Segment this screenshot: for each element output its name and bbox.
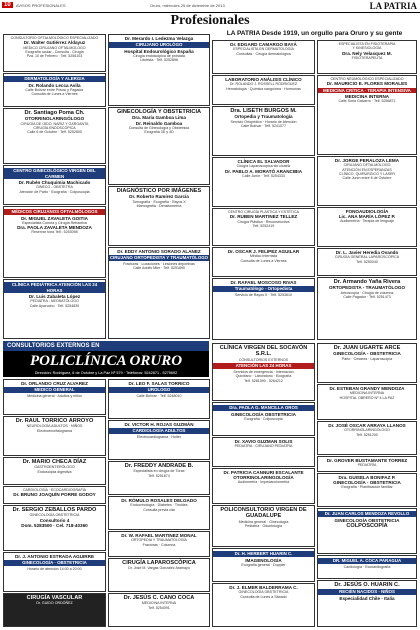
ad-line: Cardiología · Ecocardiografía: [343, 564, 391, 569]
ad-heading: Dr. EDDY ANTONIO SORADO ALANEZ: [117, 249, 201, 254]
ad-line: Servicios de emergencia · Internación: [233, 369, 294, 374]
ad-line: Calle Soria Galvarro · Telf. 5256871: [338, 99, 396, 104]
ad-rojas: [108, 420, 210, 460]
ad-line: CIRUJANO OFTALMÓLOGO: [343, 163, 391, 168]
ad-estrada: [3, 552, 106, 592]
ad-line: Mamografía · Densitometría: [136, 204, 182, 209]
ad-line: Telf. 5250040: [356, 259, 378, 264]
ad-line: Litotricia · Telf. 5252896: [139, 58, 179, 63]
ad-line: Médico Internista: [249, 254, 278, 259]
ad-line: Consulta de Lunes a Viernes: [31, 92, 78, 97]
ad-heading: Dr. RAUL TORRICO ARROYO: [15, 418, 94, 424]
ad-line: ATENCIÓN EN ESPERANZAS: [342, 167, 392, 172]
ad-line: Dr. ROLANDO J. ROSSELL RODRIGUEZ: [229, 82, 298, 87]
ad-line: Dom. 5283500 · Cel. 718-40360: [21, 523, 88, 529]
ad-line: Dr. GUIDO ORDÓÑEZ: [36, 601, 73, 606]
ad-line: IMAGENOLOGÍA: [245, 557, 282, 563]
ad-ugarte: [317, 343, 417, 383]
policlinica-address: Dirección: Rodríguez, 6 de Octubre y La Paz Nº 579 · Teléfonos: 5242871 - 5275692: [34, 371, 178, 375]
policlinica-title: POLICLÍNICA ORURO: [3, 351, 209, 377]
ad-line: Fracturas · Luxaciones · Lesiones deportivas: [123, 261, 195, 266]
ad-heading: Dr. ESTEBAN GRANDY MENDOZA: [329, 386, 405, 391]
ad-line: Telf. 5281590 - 5264212: [244, 378, 283, 383]
ad-heading: Dr. PATRICIA CANNURI ESCALANTE: [223, 470, 304, 475]
ad-heading: GINECOLOGÍA Y OBSTETRICIA: [116, 109, 202, 115]
ad-line: PEDIATRA · CIRUJANO PEDIATRA: [234, 444, 293, 449]
ad-line: CLÍNICO, QUIRÚRGICO Y LASER: [339, 172, 395, 177]
ad-line: Consulta de Ginecología y Obstetricia: [128, 125, 190, 130]
ad-yana: [317, 277, 417, 340]
issue-date: Oruro, miércoles 25 de diciembre de 2013: [150, 3, 225, 8]
ad-line: ESPECIALISTA EN DERMATOLOGÍA: [233, 47, 294, 52]
ad-line: MEDICINA INTERNA: [344, 94, 390, 100]
ad-heading: Dra. LISETH BURGOS M.: [230, 108, 297, 114]
page-title: Profesionales: [170, 13, 250, 28]
ad-line: ORTOPEDIA Y TRAUMATOLOGÍA: [131, 538, 187, 543]
ad-balderrama: [212, 583, 315, 627]
ad-line: PEDIATRÍA: [357, 463, 377, 468]
ad-line: Calle Bolívar · Telf. 5248010: [136, 393, 182, 398]
ad-imagenes: [108, 186, 210, 246]
ad-heading: Dr. RAFAEL MOSCOSO RIVAS: [230, 280, 297, 285]
ad-line: Dr. Reinaldo Gamboa: [135, 120, 183, 126]
ad-line: ORTOPEDISTA - TRAUMATÓLOGO: [328, 285, 406, 291]
ad-line: Especialista en cirugía de Tórax: [133, 469, 185, 474]
ad-line: Lic. ANA MARÍA LÓPEZ P.: [338, 214, 396, 220]
ad-line: OTORRINOLARINGÓLOGO: [24, 116, 85, 122]
ad-heading: Dr. LEO F. SALAS TORRICO: [128, 381, 190, 386]
ad-bonifaz: [317, 473, 417, 507]
ad-gutierrez: [3, 34, 106, 72]
ad-heading: MÉDICOS CIRUJANOS OFTALMÓLOGOS: [4, 209, 105, 215]
ad-heading: Dra. PAOLA G. MANCILLA OROS: [213, 405, 314, 411]
ad-line: ESPECIALISTA EN FISIOTERAPIA: [338, 42, 396, 46]
ad-line: Parto · Cesárea · Laparoscopía: [341, 356, 393, 361]
ad-fonoaudiologia: [317, 207, 417, 247]
ad-heading: Dr. L. Javier Heredia Ovando: [335, 250, 399, 255]
ad-line: OTORRINOLARINGOLOGÍA: [233, 475, 294, 481]
ad-line: Consultorio 4: [39, 517, 70, 523]
ad-line: Especialista Cornea y Cirugía Refractiva: [22, 220, 87, 225]
ad-line: Telf. 5251874: [148, 473, 170, 478]
ad-line: Ecografía general · Doppler: [241, 562, 286, 567]
ad-line: MEDICINA CRÍTICA · TERAPIA INTENSIVA: [318, 88, 416, 94]
ad-heading: Dr. FREDDY ANDRADE B.: [124, 463, 194, 469]
ad-heading: FONOAUDIOLOGÍA: [345, 209, 389, 214]
consultorios-band: CONSULTORIOS EXTERNOS EN: [3, 341, 209, 351]
ad-line: UROLOGO: [109, 387, 209, 393]
ad-line: Endoscopia digestiva: [37, 469, 72, 474]
ad-line: CIRUGÍA ENDOSCÓPICA: [33, 126, 76, 131]
ad-line: Dr. MIGUEL ZAVALETA GOITIA: [21, 215, 88, 221]
ad-burgos: [212, 106, 315, 156]
page-header: [0, 0, 420, 13]
ad-heading: Dr. Armando Yaña Rivera: [333, 279, 401, 285]
ad-martinez: [212, 208, 315, 246]
ad-line: Ecografía · Colposcopia: [244, 416, 283, 421]
ad-line: Calle Bolívar entre Potosí y Pagador: [25, 87, 84, 92]
ad-line: Electrocardiograma · Holter: [137, 434, 181, 439]
ad-heading: CLÍNICA EL SALVADOR: [237, 159, 290, 164]
ad-line: Ecografía 3D y 4D: [144, 130, 174, 135]
ad-cruz: [3, 379, 106, 415]
ad-heading: Dr. XAVIO GUZMAN SOLIS: [234, 439, 293, 444]
ad-line: Electroencefalograma: [37, 428, 72, 433]
ad-line: RECIÉN NACIDOS - NIÑOS: [318, 589, 416, 595]
clinic-hours: ATENCIÓN LAS 24 HORAS: [213, 363, 314, 369]
ad-line: Calle 6 de Octubre · Telf. 5252800: [27, 130, 82, 135]
ad-line: GASTROENTERÓLOGO: [34, 465, 75, 470]
ad-porre: [3, 486, 106, 504]
ad-line: OTORRINOLARINGÓLOGO: [344, 428, 390, 433]
ad-line: Dr. PABLO A. MORATÓ ARANCIBIA: [224, 168, 303, 174]
ad-heading: Dr. RUBEN MARTINEZ TELLEZ: [229, 214, 298, 220]
ad-line: Consulta de Lunes a Sábado: [240, 594, 287, 599]
ad-line: Ecografía · Planificación familiar: [341, 485, 393, 490]
ad-heading: Dr. EDGARD CAMARGO BAYÁ: [230, 42, 297, 47]
ad-camargo: [212, 40, 315, 74]
ad-heading: Dr. ORLANDO CRUZ ALVAREZ: [21, 381, 88, 386]
ad-line: CONSULTORIO OFTALMOLÓGICO ESPECIALIZADO: [10, 36, 99, 40]
ad-line: MEDICO GENERAL: [4, 387, 105, 393]
ad-heading: Dr. Santiago Poma Ch.: [24, 110, 85, 116]
ad-heading: Dra. Nely Velasquez M.: [342, 50, 392, 56]
ad-line: Pediatría · Odontología: [244, 524, 283, 529]
ad-line: Traumatólogo - Ortopedista: [213, 286, 314, 292]
ad-line: Consulta previa cita: [143, 507, 175, 512]
ad-heading: Dr. H. HERBERT HUARIN C.: [213, 551, 314, 557]
ad-heading: LABORATORIO ANÁLISIS CLÍNICO: [225, 77, 302, 82]
ad-line: CARDIOLOGÍA · ECOCARDIOGRAFÍA: [22, 488, 87, 492]
ad-clinica-socavon: [212, 343, 315, 401]
ad-line: Calle Pagador · Telf. 5251473: [343, 295, 391, 300]
ad-line: Hospital Endourológico España: [124, 48, 194, 54]
ad-poma: [3, 108, 106, 164]
ad-moscoso: [212, 278, 315, 340]
ad-bustamante: [317, 456, 417, 472]
ad-line: Reservar hora Telf.: 5253098: [31, 230, 78, 235]
ad-line: Servicio Ortopédico · Horario de Atención: [230, 119, 297, 124]
clinic-side: CONSULTORIOS EXTERNOS: [238, 357, 289, 362]
ad-heading: DIAGNÓSTICO POR IMÁGENES: [116, 188, 202, 194]
ad-line: Dr. Rubén Chuquimia Machicado: [18, 180, 91, 186]
ad-line: GINECOLOGÍA OBSTETRICIA: [29, 513, 80, 518]
ad-heredia: [317, 248, 417, 276]
ad-heading: DR. MIGUEL A. COCA PARAGUA: [318, 558, 416, 564]
clinic-name: CLÍNICA VIRGEN DEL SOCAVÓN S.R.L.: [219, 345, 308, 358]
ad-heading: Dr. JUAN UGARTE ARCE: [333, 345, 401, 351]
ad-line: Servicio de Rayos X · Telf. 5253610: [234, 292, 293, 297]
ad-line: Consultas · Cirugía dermatológica: [236, 51, 291, 56]
ad-line: Dr. Rolando Lecca Avila: [28, 82, 81, 88]
ad-heading: Dr. J. ANTONIO ESTRADA AGUIRRE: [14, 554, 95, 559]
ad-line: CIRUGÍA GENERAL LAPAROSCÓPICA: [334, 255, 400, 260]
ad-heading: Dr. JORGE PERALOZA LEMA: [334, 158, 400, 163]
ad-heading: Dr. SERGIO ZEBALLOS PARDO: [12, 507, 97, 513]
ad-ledezma: [108, 34, 210, 106]
ad-velasquez: [317, 40, 417, 74]
ad-rafael-martinez: [108, 531, 210, 557]
ad-heading: Dr. JESÚS O. HUARIN C.: [334, 582, 400, 588]
ad-flores: [317, 75, 417, 155]
ad-line: Dr. MAURICIO E. FLORES MORALES: [326, 81, 408, 87]
section-name: AVISOS PROFESIONALES: [16, 3, 66, 8]
ad-line: Consulta de Lunes a Viernes: [240, 258, 287, 263]
ad-line: HOSPITAL OBRERO Nº 4 LA PAZ: [339, 395, 395, 400]
ad-torrico: [3, 416, 106, 456]
ad-line: Telf. 5251200: [356, 432, 378, 437]
ad-line: CIRUJANO UROLÓGO: [109, 42, 209, 48]
ad-heading: CENTRO NEUMOLÓGICO ESPECIALIZADO: [330, 77, 404, 81]
ad-peraloza: [317, 156, 417, 206]
ad-laparoscopica: [108, 558, 210, 592]
ad-heading: CLÍNICA PEDIÁTRICA ATENCIÓN LAS 24 HORAS: [4, 282, 105, 293]
ad-heading: Dr. JOSÉ OSCAR ARRAYA LLANOS: [328, 423, 406, 428]
ad-line: NEUROLOGÍA ADULTOS · NIÑOS: [26, 424, 83, 429]
ad-heading: DERMATOLOGÍA Y ALERGIA: [4, 76, 105, 82]
ad-mendoza-revollo: [317, 508, 417, 554]
ad-line: CENTRO CIRUGÍA PLÁSTICA Y ESTÉTICA: [228, 210, 299, 214]
ad-line: Horario de atención 14:00 a 20:00: [27, 566, 82, 571]
ad-line: GINECOLOGÍA OBSTETRICIA: [238, 590, 289, 595]
ad-line: Telf. 5252419: [252, 224, 275, 229]
ad-line: Calle Adolfo Mier · Telf. 5251690: [133, 266, 185, 271]
ad-heading: Dr. GROVER BUSTAMANTE TORREZ: [326, 458, 408, 463]
ad-line: GINECOLOGÍA OBSTETRICIA: [334, 517, 400, 523]
ad-line: CIRUJANO ORTOPEDISTA Y TRAUMATÓLOGO: [109, 255, 209, 261]
ad-line: Dr. Roberto Ramírez García: [129, 194, 189, 200]
ad-heading: Dr. BRUNO JOAQUÍN PORRE GODOY: [13, 492, 96, 498]
ad-herbert: [212, 548, 315, 582]
ad-guadalupe: [212, 505, 315, 547]
ad-line: Ecografía ocular - Consulta - Cirugía: [25, 50, 84, 55]
ad-ginecologia: [108, 107, 210, 185]
ad-vascular: [3, 593, 106, 627]
ad-line: COLPOSCOPÍA: [346, 522, 388, 529]
ad-line: Audiometría · Impedanciometría: [237, 480, 290, 485]
ad-line: Tomografía · Ecografía · Rayos X: [132, 199, 186, 204]
ad-line: MEDICINA INTERNA: [141, 601, 177, 606]
ad-rosales: [108, 496, 210, 530]
ad-line: Medicina general · Adultos y niños: [27, 393, 82, 398]
ad-sorado: [108, 247, 210, 339]
ad-checa: [3, 457, 106, 485]
ad-line: Calle Junín entre 6 de Octubre: [342, 176, 392, 181]
ad-heading: Dr. OSCAR J. FELIPEZ AGUILAR: [227, 249, 300, 254]
ad-line: GINECOLOGÍA OBSTETRICIA: [231, 411, 296, 417]
ad-line: Hematología · Química sanguínea · Hormonas: [226, 86, 301, 91]
ad-line: Especialidad Chile - Italia: [339, 596, 395, 601]
ad-line: Endocrinología · Diabetes · Tiroides: [130, 503, 188, 508]
ad-laboratorio: [212, 75, 315, 105]
ad-line: Cirugía Laparoscópica sin cicatriz: [236, 164, 291, 169]
ad-line: Dr. José M. Vargas González Aramayo: [128, 566, 190, 571]
ad-line: Telf. 5254091: [148, 605, 170, 610]
ad-heading: Dr. JESÚS C. CANO COCA: [123, 595, 195, 601]
ad-heading: Dr. MARIO CHECA DÍAZ: [22, 459, 87, 465]
ad-line: Dra. PAOLA ZAVALETA MENDOZA: [17, 225, 92, 231]
ad-line: GINECO - OBSTETRA: [36, 185, 73, 190]
ad-cano: [108, 593, 210, 627]
ad-heading: Dr. VICTOR H. ROJAS GUZMÁN: [124, 422, 194, 427]
ad-heading: Dr. Walter Gutiérrez Aldayuz: [23, 40, 86, 46]
newspaper-slogan: LA PATRIA Desde 1919, un orgullo para Oruro y su gente: [226, 30, 403, 37]
ad-line: Calle Ayacucho · Telf. 5254830: [29, 303, 80, 308]
ad-line: Medicina general · Ginecología: [238, 519, 289, 524]
ad-line: CIRUGÍA DE OÍDO, NARIZ Y GARGANTA: [20, 121, 89, 126]
ad-line: Audiometría · Terapia de lenguaje: [340, 219, 394, 224]
ad-heading: Dr. Merardo I. Ledezma Velazga: [124, 36, 194, 41]
ad-line: Dra. María Gamboa Lima: [132, 115, 186, 121]
ad-line: Artroscopía · Cirugía de columna: [340, 290, 394, 295]
ad-line: Calle Bolívar · Telf. 5241077: [240, 124, 287, 129]
ad-chuquimia: [3, 165, 106, 205]
ad-line: MEDICO CIRUJANO OFTALMOLOGO: [23, 45, 86, 50]
ad-heading: Dr. RÓMULO ROSALES DELGADO: [121, 498, 197, 503]
ad-line: Atención de Parto · Ecografía · Colposcopia: [19, 189, 90, 194]
ad-heading: Dra. GUISELA BONIFAZ P.: [338, 475, 396, 480]
ad-grandy: [317, 384, 417, 420]
ad-heading: CENTRO GINECOLÓGICO VIRGEN DEL CARMEN: [4, 168, 105, 179]
ad-line: Dr. Luis Zabaleta López: [28, 294, 81, 300]
ad-salas: [108, 379, 210, 419]
ad-heading: Dr. J. ELMER BALDERRAMA C.: [229, 585, 298, 590]
ad-line: Cirugía Plástica · Reconstructiva: [237, 219, 290, 224]
ad-line: Quirófano · Laboratorio · Ecografía: [235, 374, 292, 379]
ad-heading: CIRUGÍA LAPAROSCÓPICA: [122, 560, 196, 566]
ad-felipez: [212, 247, 315, 277]
ad-line: Cirugía endoscópica de próstata: [133, 54, 185, 58]
ad-line: Pza. 10 de Febrero · Telf. 5256103: [26, 54, 83, 59]
ad-zeballos: [3, 505, 106, 551]
ad-line: Calle Junín · Telf. 5254333: [242, 173, 285, 178]
ad-line: CARDIOLOGÍA ADULTOS: [109, 428, 209, 434]
ad-pediatrica: [3, 279, 106, 339]
ad-andrade: [108, 461, 210, 495]
ad-heading: Dr. W. RAFAEL MARTINEZ MONAL: [121, 533, 197, 538]
ad-arraya: [317, 421, 417, 455]
ad-line: GINECOLOGÍA - OBSTETRICIA: [333, 351, 401, 357]
ad-line: GINECOLOGÍA · OBSTETRICIA: [4, 560, 105, 566]
ad-guzman: [212, 437, 315, 467]
ad-line: Y KINESIOLOGÍA: [352, 46, 382, 51]
ad-mancilla: [212, 402, 315, 436]
ad-line: Fracturas · Columna: [142, 542, 176, 547]
ad-salvador: [212, 157, 315, 207]
ad-heading: CIRUGÍA VASCULAR: [26, 595, 83, 601]
ad-line: Ortopedia y Traumatología: [234, 114, 293, 120]
ad-jesus-huarin: [317, 580, 417, 627]
ad-heading: Dr. JUAN CARLOS MENDOZA REVOLLO: [318, 511, 416, 517]
ad-coca: [317, 555, 417, 579]
ad-dermatologia: [3, 73, 106, 107]
page-number: 10: [4, 2, 11, 8]
ad-line: MEDICINA INTERNA: [349, 391, 385, 396]
ad-heading: POLICONSULTORIO VIRGEN DE GUADALUPE: [220, 507, 307, 520]
ad-zavaleta: [3, 206, 106, 278]
ad-line: PEDIATRA - NEONATÓLOGO: [30, 299, 79, 304]
ad-line: GINECOLOGÍA - OBSTETRICIA: [333, 480, 401, 486]
ad-cannuri: [212, 468, 315, 504]
newspaper-brand: LA PATRIA: [369, 1, 417, 11]
ad-line: FISIOTERAPEUTA: [351, 56, 383, 61]
